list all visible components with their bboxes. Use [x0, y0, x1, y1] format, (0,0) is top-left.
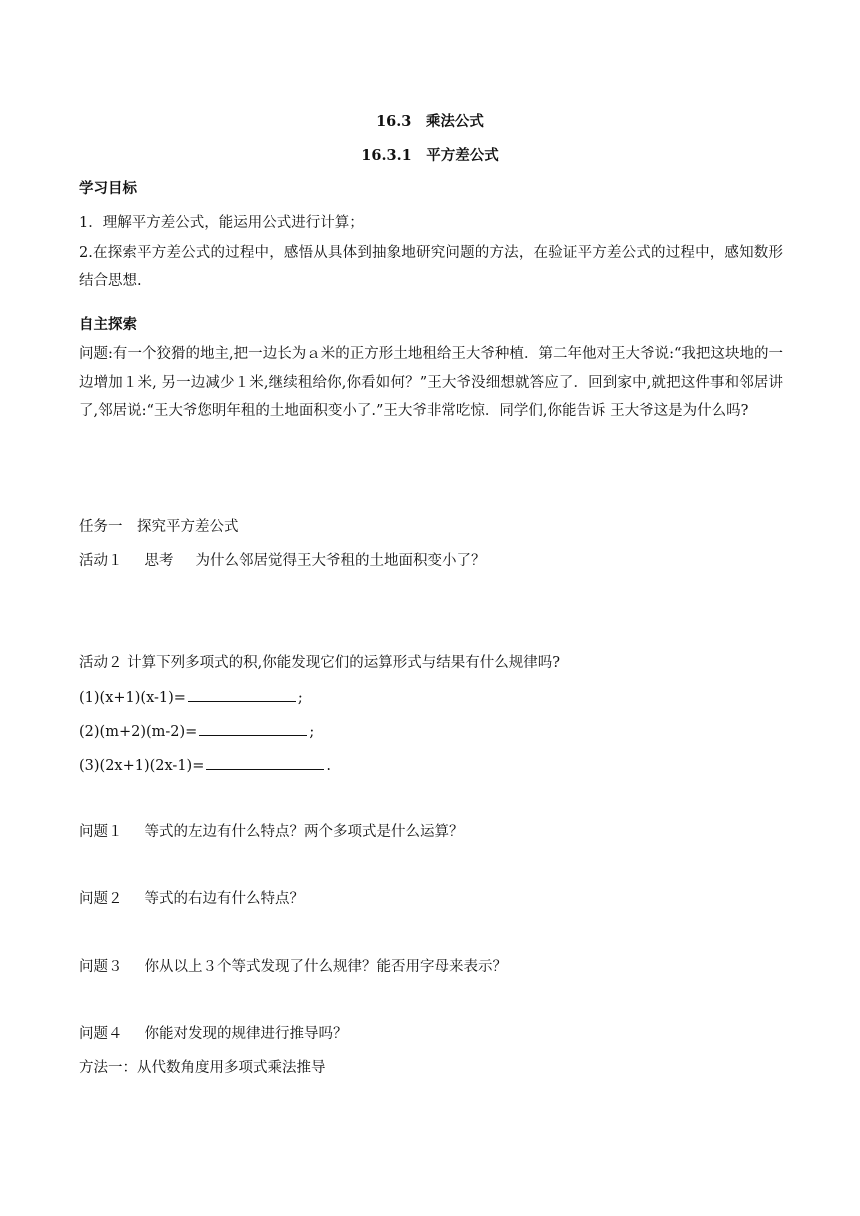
equation-1-expr: (1)(x+1)(x-1)=	[79, 690, 186, 706]
explore-problem: 问题:有一个狡猾的地主,把一边长为ａ米的正方形土地租给王大爷种植．第二年他对王大爷说:“我把这块地的一边增加１米, 另一边减少１米,继续租给你,你看如何？”王大爷没细想就答应了．回到家中,就把这件事和邻居讲了,邻居说:“王大爷您明年租的土地面积变小了.”王大爷非常吃惊．同学们,你能告诉 王大爷这是为什么吗?	[79, 346, 783, 419]
goals-heading: 学习目标	[79, 180, 137, 197]
activity1-type: 思考	[144, 553, 174, 569]
subsection-title: 16.3.1 平方差公式	[361, 147, 499, 164]
goal-item-2: 2.在探索平方差公式的过程中，感悟从具体到抽象地研究问题的方法，在验证平方差公式的过程中，感知数形结合思想.	[79, 245, 783, 289]
question-2	[79, 889, 304, 909]
question-3-text: 你从以上３个等式发现了什么规律？能否用字母来表示？	[144, 959, 507, 975]
equation-2-end: ;	[309, 724, 315, 740]
question-4	[79, 1024, 348, 1044]
question-3-label: 问题３	[79, 959, 123, 975]
method-1: 方法一：从代数角度用多项式乘法推导	[79, 1060, 326, 1076]
explore-heading: 自主探索	[79, 316, 137, 333]
question-2-text: 等式的右边有什么特点？	[144, 891, 304, 907]
equation-3-end: .	[326, 758, 331, 774]
equation-1-blank	[188, 687, 296, 702]
equation-2	[79, 721, 314, 742]
question-4-label: 问题４	[79, 1026, 123, 1042]
task1-title: 任务一 探究平方差公式	[79, 519, 239, 535]
question-1-text: 等式的左边有什么特点？两个多项式是什么运算？	[144, 824, 464, 840]
equation-1-end: ;	[297, 690, 303, 706]
equation-2-expr: (2)(m+2)(m-2)=	[79, 724, 198, 740]
question-1-label: 问题１	[79, 824, 123, 840]
equation-1	[79, 687, 303, 708]
activity1-label: 活动１	[79, 553, 123, 569]
activity1-text: 为什么邻居觉得王大爷租的土地面积变小了？	[195, 553, 486, 569]
equation-3	[79, 755, 331, 776]
activity1-line	[79, 551, 486, 571]
question-2-label: 问题２	[79, 891, 123, 907]
question-1	[79, 822, 464, 842]
equation-3-blank	[206, 755, 324, 770]
section-title: 16.3 乘法公式	[376, 113, 484, 130]
question-4-text: 你能对发现的规律进行推导吗？	[144, 1026, 348, 1042]
goal-item-1: 1．理解平方差公式，能运用公式进行计算；	[79, 215, 364, 231]
equation-2-blank	[199, 721, 307, 736]
equation-3-expr: (3)(2x+1)(2x-1)=	[79, 758, 205, 774]
activity2-text: 活动２ 计算下列多项式的积,你能发现它们的运算形式与结果有什么规律吗?	[79, 655, 560, 671]
question-3	[79, 957, 507, 977]
